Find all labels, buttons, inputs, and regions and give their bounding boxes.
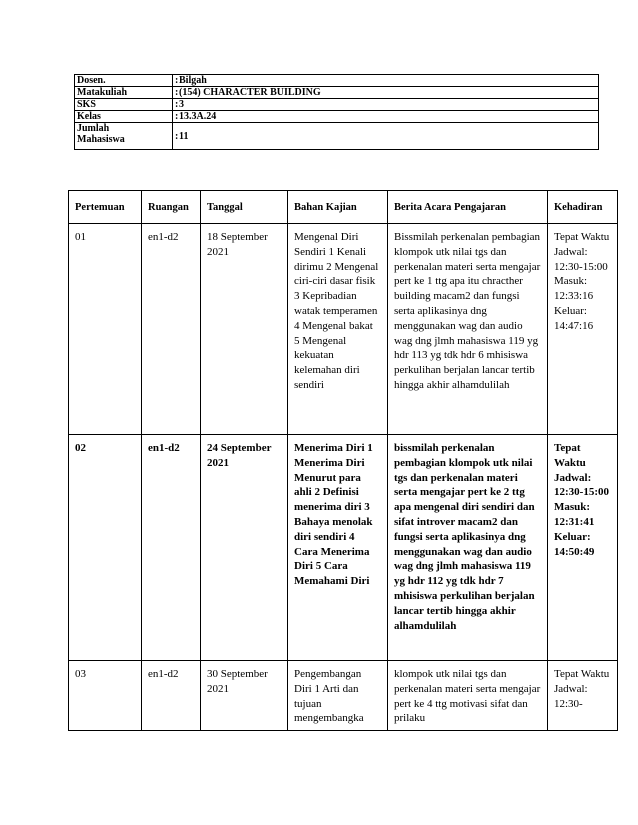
cell-tanggal: 18 September 2021 xyxy=(201,224,288,435)
cell-kehadiran: Tepat Waktu Jadwal: 12:30-15:00 Masuk: 12:31:41 Keluar: 14:50:49 xyxy=(548,435,618,661)
info-label: Jumlah Mahasiswa xyxy=(75,123,173,150)
cell-berita-acara xyxy=(388,661,548,731)
info-value-jumlah: 11 xyxy=(179,123,599,150)
info-value-matakuliah: (154) CHARACTER BUILDING xyxy=(179,87,599,99)
info-label: Matakuliah xyxy=(75,87,173,99)
info-row-jumlah xyxy=(75,123,599,150)
info-row-matakuliah xyxy=(75,87,599,99)
info-separator: : xyxy=(173,99,180,111)
cell-ruangan: en1-d2 xyxy=(142,435,201,661)
cell-bahan-kajian-text: Pengembangan Diri 1 Arti dan tujuan mengembangka xyxy=(294,668,364,725)
column-header-ruangan: Ruangan xyxy=(142,191,201,224)
info-row-kelas xyxy=(75,111,599,123)
cell-tanggal: 30 September 2021 xyxy=(201,661,288,731)
info-separator: : xyxy=(173,111,180,123)
cell-berita-acara-text: klompok utk nilai tgs dan perkenalan materi serta mengajar pert ke 4 ttg motivasi sifat dan prilaku xyxy=(394,668,541,725)
info-value-dosen: Bilgah xyxy=(179,75,599,87)
cell-bahan-kajian: Menerima Diri 1 Menerima Diri Menurut para ahli 2 Definisi menerima diri 3 Bahaya menolak diri sendiri 4 Cara Menerima Diri 5 Cara Memahami Diri xyxy=(288,435,388,661)
info-row-sks xyxy=(75,99,599,111)
cell-bahan-kajian: Mengenal Diri Sendiri 1 Kenali dirimu 2 Mengenal ciri-ciri dasar fisik 3 Kepribadian watak temperamen 4 Mengenal bakat 5 Mengenal kekuatan kelemahan diri sendiri xyxy=(288,224,388,435)
info-label: SKS xyxy=(75,99,173,111)
cell-pertemuan: 02 xyxy=(69,435,142,661)
cell-kehadiran xyxy=(548,661,618,731)
cell-pertemuan: 01 xyxy=(69,224,142,435)
column-header-berita-acara: Berita Acara Pengajaran xyxy=(388,191,548,224)
cell-kehadiran: Tepat Waktu Jadwal: 12:30-15:00 Masuk: 12:33:16 Keluar: 14:47:16 xyxy=(548,224,618,435)
info-label: Kelas xyxy=(75,111,173,123)
info-value-kelas: 13.3A.24 xyxy=(179,111,599,123)
cell-pertemuan: 03 xyxy=(69,661,142,731)
course-info-table xyxy=(74,74,599,150)
column-header-pertemuan: Pertemuan xyxy=(69,191,142,224)
column-header-tanggal: Tanggal xyxy=(201,191,288,224)
column-header-bahan-kajian: Bahan Kajian xyxy=(288,191,388,224)
table-row xyxy=(69,224,618,435)
cell-tanggal: 24 September 2021 xyxy=(201,435,288,661)
table-row xyxy=(69,661,618,731)
info-separator: : xyxy=(173,123,180,150)
info-label: Dosen. xyxy=(75,75,173,87)
cell-berita-acara: Bissmilah perkenalan pembagian klompok utk nilai tgs dan perkenalan materi serta mengajar pert ke 1 ttg apa itu chracther building macam2 dan fungsi serta aplikasinya dng menggunakan wag dan audio wag dng jlmh mahasiswa 119 yg hdr 113 yg tdk hdr 6 mhisiswa perkulihan berjalan lancar tertib hingga akhir alhamdulilah xyxy=(388,224,548,435)
cell-berita-acara: bissmilah perkenalan pembagian klompok utk nilai tgs dan perkenalan materi serta mengajar pert ke 2 ttg apa mengenal diri sendiri dan sifat introver macam2 dan fungsi serta aplikasinya dng menggunakan wag dan audio wag dng jlmh mahasiswa 119 yg hdr 112 yg tdk hdr 7 mhisiswa perkulihan berjalan lancar tertib hingga akhir alhamdulilah xyxy=(388,435,548,661)
cell-bahan-kajian xyxy=(288,661,388,731)
schedule-table xyxy=(68,190,618,731)
info-row-dosen xyxy=(75,75,599,87)
cell-ruangan: en1-d2 xyxy=(142,224,201,435)
table-header-row xyxy=(69,191,618,224)
info-separator: : xyxy=(173,75,180,87)
info-separator: : xyxy=(173,87,180,99)
cell-ruangan: en1-d2 xyxy=(142,661,201,731)
column-header-kehadiran: Kehadiran xyxy=(548,191,618,224)
table-row xyxy=(69,435,618,661)
cell-kehadiran-text: Tepat Waktu Jadwal: 12:30- xyxy=(554,668,610,710)
info-value-sks: 3 xyxy=(179,99,599,111)
